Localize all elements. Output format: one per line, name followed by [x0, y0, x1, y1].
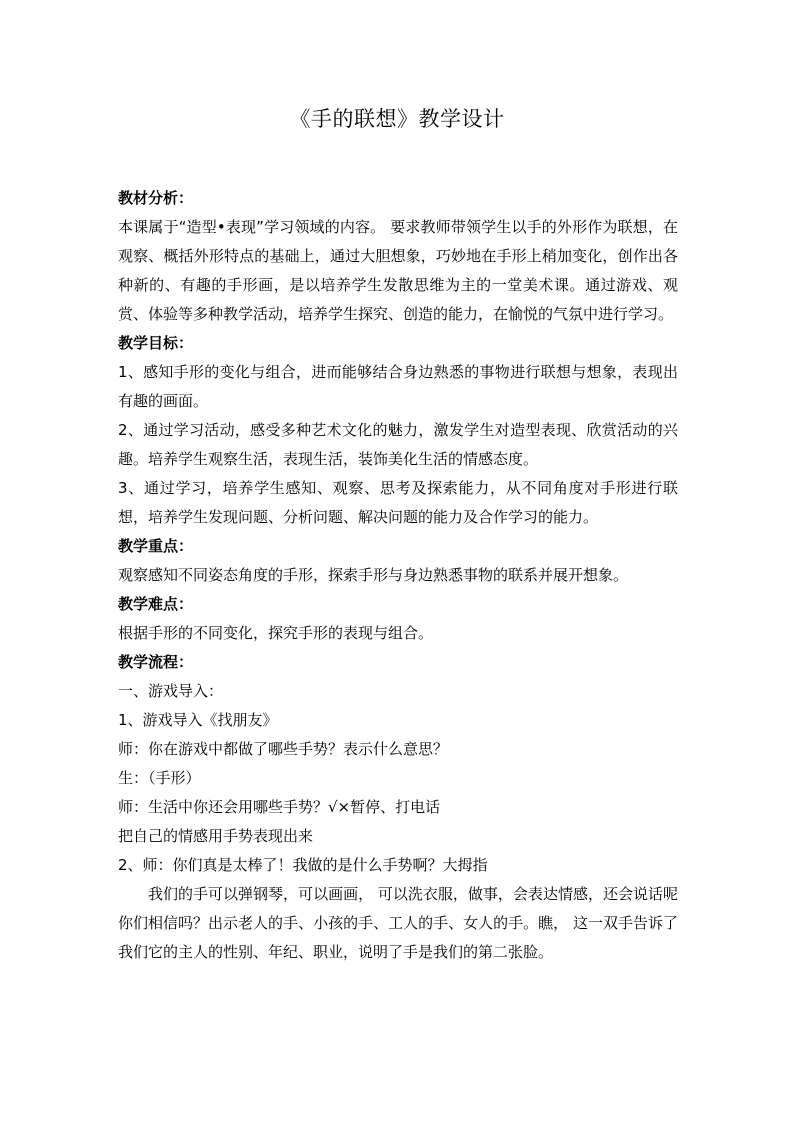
document-body [118, 184, 678, 967]
section-heading-goals: 教学目标： [118, 334, 194, 352]
process-line-6: 把自己的情感用手势表现出来 [118, 827, 314, 845]
process-line-4: 生：（手形） [118, 769, 201, 787]
process-line-2: 1、游戏导入《找朋友》 [118, 711, 278, 729]
document-title: 《手的联想》教学设计 [289, 107, 505, 131]
section-heading-difficulties: 教学难点： [118, 595, 194, 613]
process-line-3: 师：你在游戏中都做了哪些手势？表示什么意思？ [118, 740, 449, 758]
process-line-1: 一、游戏导入： [118, 682, 224, 700]
goal-item-1: 1、感知手形的变化与组合，进而能够结合身边熟悉的事物进行联想与想象，表现出有趣的画面。 [118, 363, 678, 410]
difficulties-text: 根据手形的不同变化，探究手形的表现与组合。 [118, 624, 434, 642]
section-heading-analysis: 教材分析： [118, 189, 194, 207]
section-heading-process: 教学流程： [118, 653, 194, 671]
goal-item-3: 3、通过学习，培养学生感知、观察、思考及探索能力，从不同角度对手形进行联想，培养学生发现问题、分析问题、解决问题的能力及合作学习的能力。 [118, 479, 678, 526]
key-points-text: 观察感知不同姿态角度的手形，探索手形与身边熟悉事物的联系并展开想象。 [118, 566, 629, 584]
process-line-5: 师：生活中你还会用哪些手势？√×暂停、打电话 [118, 798, 441, 816]
section-heading-key-points: 教学重点： [118, 537, 194, 555]
analysis-paragraph: 本课属于“造型•表现”学习领域的内容。 要求教师带领学生以手的外形作为联想，在观察、概括外形特点的基础上，通过大胆想象，巧妙地在手形上稍加变化，创作出各种新的、有趣的手形画，是以培养学生发散思维为主的一堂美术课。通过游戏、观赏、体验等多种教学活动，培养学生探究、创造的能力，在愉悦的气氛中进行学习。 [118, 218, 678, 323]
process-final-paragraph: 我们的手可以弹钢琴，可以画画， 可以洗衣服，做事，会表达情感，还会说话呢你们相信吗？出示老人的手、小孩的手、工人的手、女人的手。瞧， 这一双手告诉了我们它的主人的性别、年纪、职业，说明了手是我们的第二张脸。 [118, 885, 678, 961]
goal-item-2: 2、通过学习活动，感受多种艺术文化的魅力，激发学生对造型表现、欣赏活动的兴趣。培养学生观察生活，表现生活，装饰美化生活的情感态度。 [118, 421, 678, 468]
process-line-7: 2、师：你们真是太棒了！我做的是什么手势啊？大拇指 [118, 856, 488, 874]
